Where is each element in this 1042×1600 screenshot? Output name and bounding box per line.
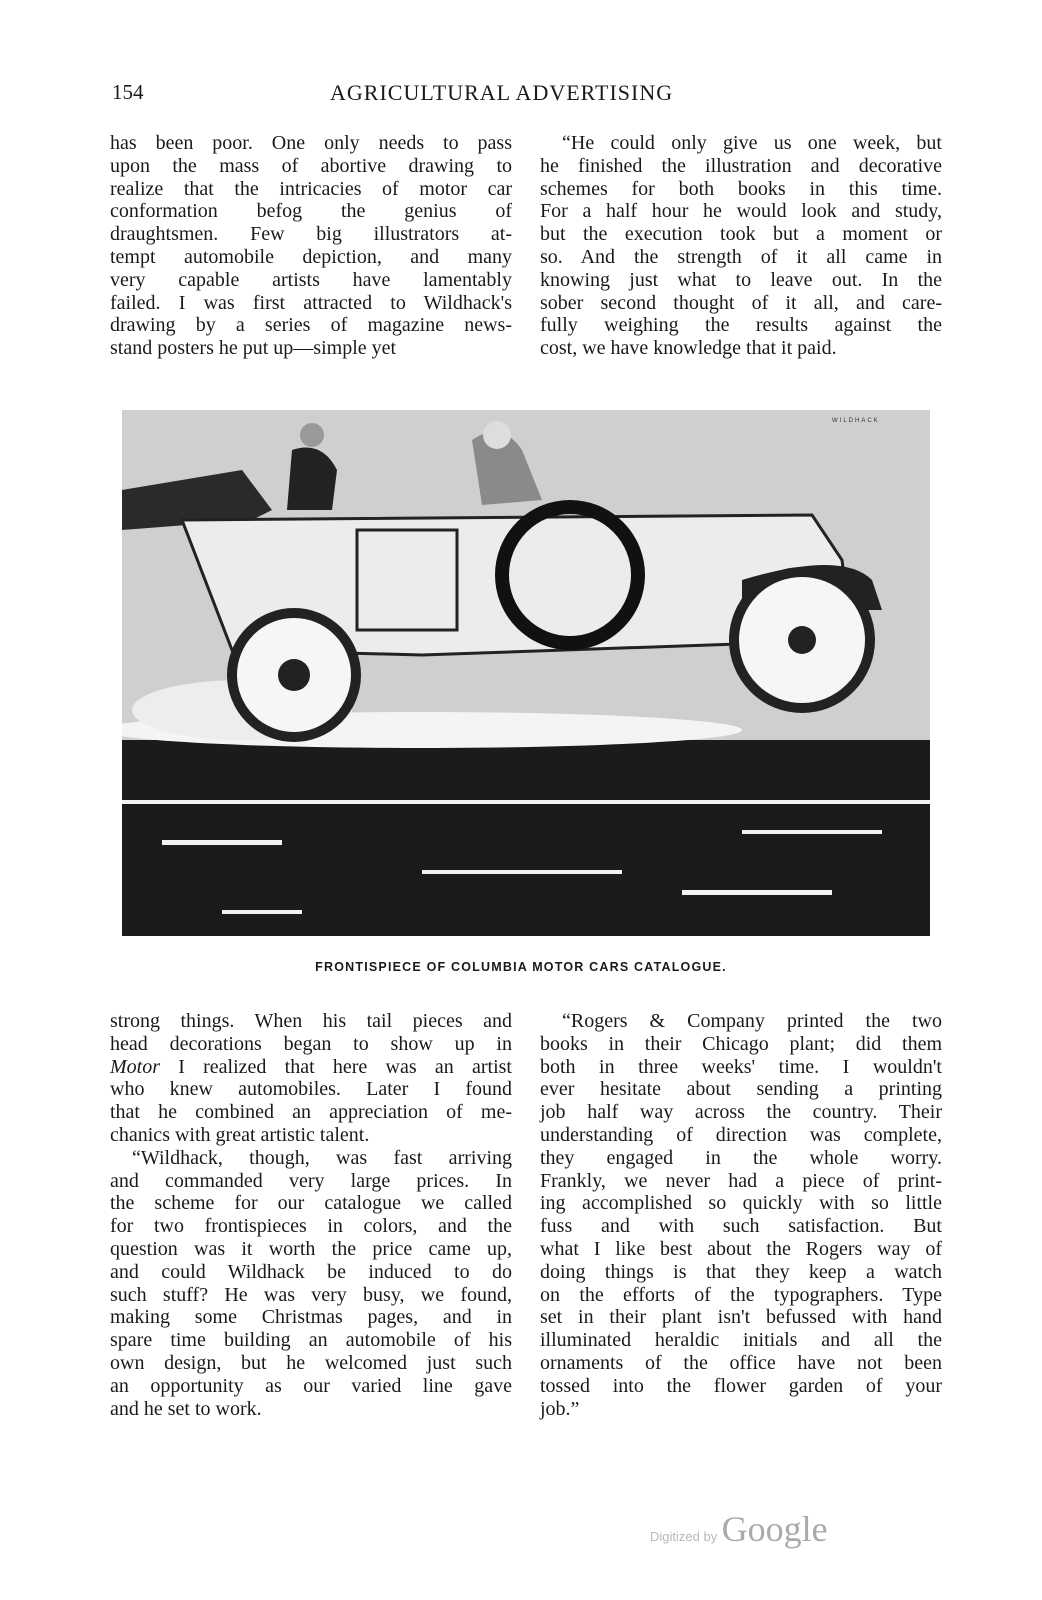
text-line: tossed into the flower garden of your bbox=[540, 1374, 942, 1397]
text-line: own design, but he welcomed just such bbox=[110, 1351, 512, 1374]
text-line: books in their Chicago plant; did them bbox=[540, 1032, 942, 1055]
google-watermark bbox=[650, 1508, 828, 1550]
text-line: “Rogers & Company printed the two bbox=[562, 1010, 942, 1032]
text-line: making some Christmas pages, and in bbox=[110, 1306, 512, 1329]
text-column-top-left bbox=[110, 132, 512, 360]
text-line: draughtsmen. Few big illustrators at- bbox=[110, 223, 512, 246]
text-line: an opportunity as our varied line gave bbox=[110, 1374, 512, 1397]
text-line: ever hesitate about sending a printing bbox=[540, 1078, 942, 1101]
text-line: they engaged in the whole worry. bbox=[540, 1146, 942, 1169]
text-line: For a half hour he would look and study, bbox=[540, 200, 942, 223]
text-column-bottom-right bbox=[540, 1010, 942, 1420]
text-line: head decorations began to show up in bbox=[110, 1032, 512, 1055]
text-line: has been poor. One only needs to pass bbox=[110, 132, 512, 154]
text-line: ornaments of the office have not been bbox=[540, 1351, 942, 1374]
text-line: tempt automobile depiction, and many bbox=[110, 245, 512, 268]
text-line: chanics with great artistic talent. bbox=[110, 1123, 370, 1146]
text-line: upon the mass of abortive drawing to bbox=[110, 154, 512, 177]
text-line: and could Wildhack be induced to do bbox=[110, 1260, 512, 1283]
text-line: understanding of direction was complete, bbox=[540, 1123, 942, 1146]
text-line: ing accomplished so quickly with so little bbox=[540, 1192, 942, 1215]
text-line: doing things is that they keep a watch bbox=[540, 1260, 942, 1283]
text-line: sober second thought of it all, and care- bbox=[540, 291, 942, 314]
text-line: both in three weeks' time. I wouldn't bbox=[540, 1055, 942, 1078]
artist-signature: WILDHACK bbox=[832, 418, 880, 424]
text-column-bottom-left bbox=[110, 1010, 512, 1420]
text-line: he finished the illustration and decorative bbox=[540, 154, 942, 177]
text-line: set in their plant isn't befussed with hand bbox=[540, 1306, 942, 1329]
watermark-brand: Google bbox=[721, 1509, 828, 1549]
text-line: “Wildhack, though, was fast arriving bbox=[132, 1146, 512, 1169]
text-line: what I like best about the Rogers way of bbox=[540, 1237, 942, 1260]
text-line: stand posters he put up—simple yet bbox=[110, 337, 397, 360]
text-column-top-right bbox=[540, 132, 942, 360]
text-line: fuss and with such satisfaction. But bbox=[540, 1215, 942, 1238]
text-line: conformation befog the genius of bbox=[110, 200, 512, 223]
text-line: strong things. When his tail pieces and bbox=[110, 1010, 512, 1032]
text-line: spare time building an automobile of his bbox=[110, 1329, 512, 1352]
text-line: illuminated heraldic initials and all the bbox=[540, 1329, 942, 1352]
text-line: Motor I realized that here was an artist bbox=[110, 1055, 512, 1078]
watermark-prefix: Digitized by bbox=[650, 1529, 718, 1544]
text-line: knowing just what to leave out. In the bbox=[540, 268, 942, 291]
text-line: very capable artists have lamentably bbox=[110, 268, 512, 291]
text-line: question was it worth the price came up, bbox=[110, 1237, 512, 1260]
text-line: who knew automobiles. Later I found bbox=[110, 1078, 512, 1101]
text-line: and he set to work. bbox=[110, 1397, 262, 1420]
text-line: job half way across the country. Their bbox=[540, 1101, 942, 1124]
text-line: that he combined an appreciation of me- bbox=[110, 1101, 512, 1124]
text-line: job.” bbox=[540, 1397, 580, 1420]
text-line: and commanded very large prices. In bbox=[110, 1169, 512, 1192]
text-line: schemes for both books in this time. bbox=[540, 177, 942, 200]
figure-caption: FRONTISPIECE OF COLUMBIA MOTOR CARS CATALOGUE. bbox=[315, 960, 727, 974]
text-line: “He could only give us one week, but bbox=[562, 132, 942, 154]
text-line: Frankly, we never had a piece of print- bbox=[540, 1169, 942, 1192]
text-line: realize that the intricacies of motor car bbox=[110, 177, 512, 200]
illustration-motor-car bbox=[122, 410, 930, 936]
text-line: failed. I was first attracted to Wildhack's bbox=[110, 291, 512, 314]
text-line: the scheme for our catalogue we called bbox=[110, 1192, 512, 1215]
text-line: so. And the strength of it all came in bbox=[540, 245, 942, 268]
text-line: drawing by a series of magazine news- bbox=[110, 314, 512, 337]
text-line: cost, we have knowledge that it paid. bbox=[540, 337, 837, 360]
page-number: 154 bbox=[112, 80, 144, 104]
text-line: fully weighing the results against the bbox=[540, 314, 942, 337]
text-line: but the execution took but a moment or bbox=[540, 223, 942, 246]
text-line: such stuff? He was very busy, we found, bbox=[110, 1283, 512, 1306]
text-line: for two frontispieces in colors, and the bbox=[110, 1215, 512, 1238]
text-line: on the efforts of the typographers. Type bbox=[540, 1283, 942, 1306]
running-title: AGRICULTURAL ADVERTISING bbox=[330, 80, 674, 105]
